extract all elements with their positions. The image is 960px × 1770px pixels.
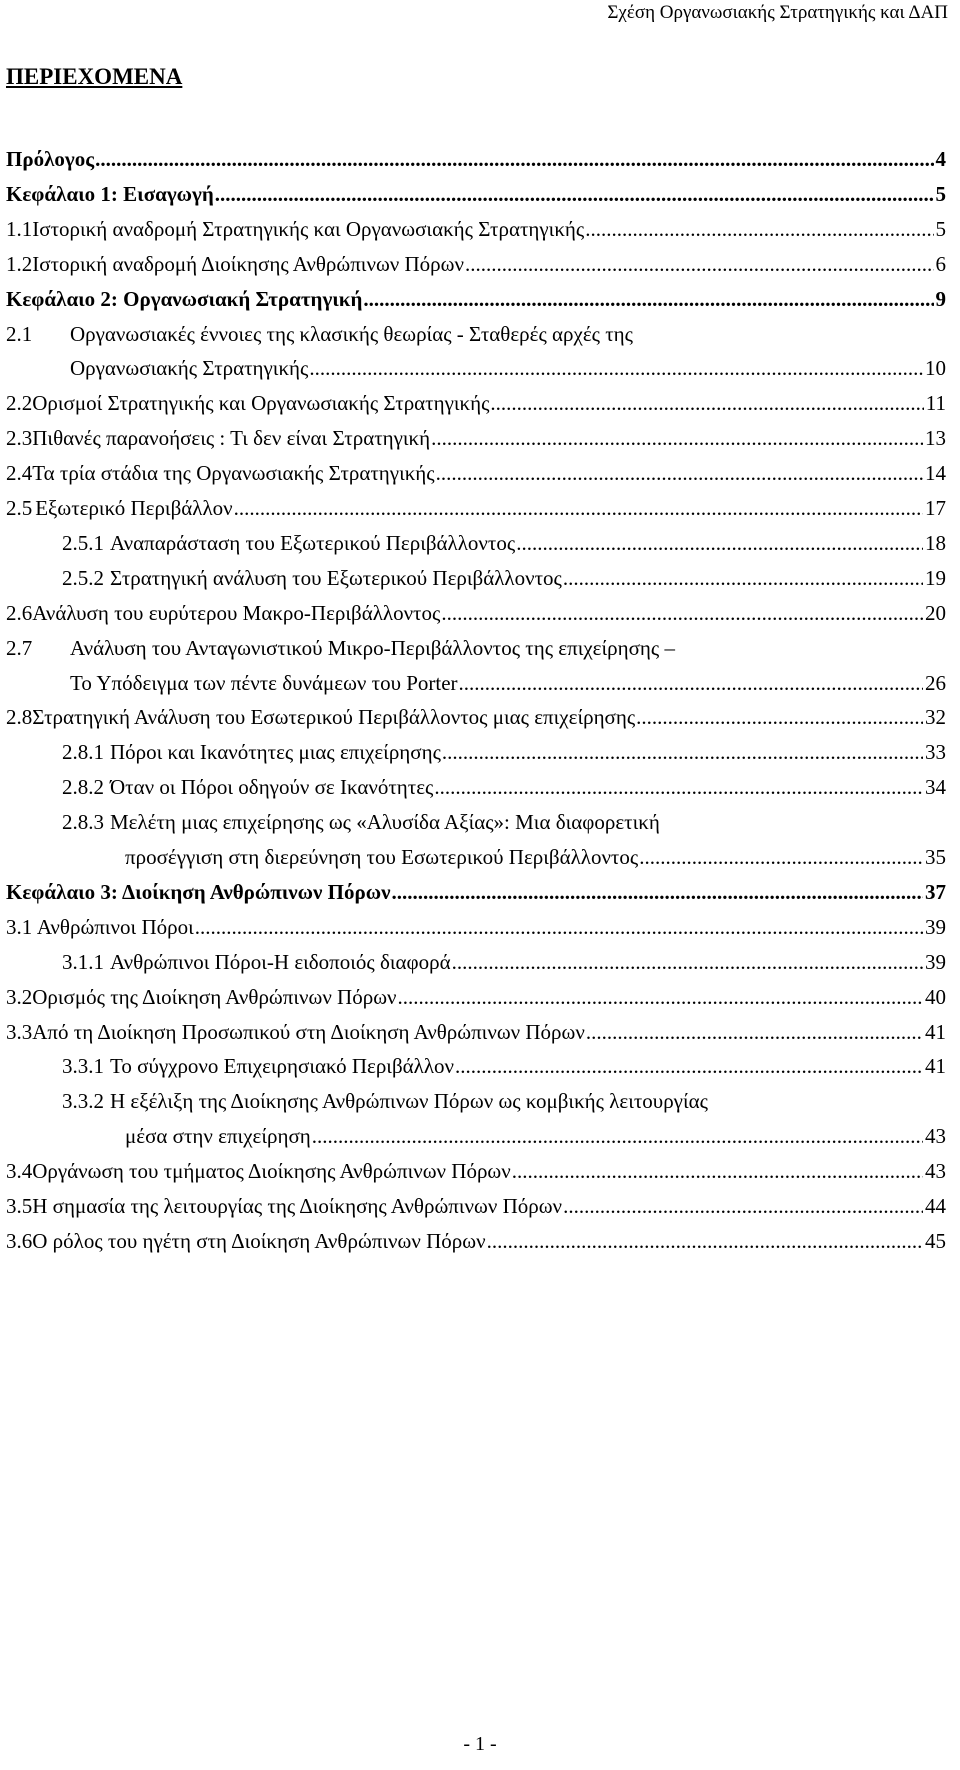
toc-page-number: 14 — [925, 461, 946, 485]
toc-entry-number: 2.8.3 — [62, 810, 104, 834]
toc-page-number: 41 — [925, 1020, 946, 1044]
toc-entry-number: 3.3.1 — [62, 1054, 104, 1078]
toc-entry-title: Πιθανές παρανοήσεις : Τι δεν είναι Στρατηγική — [32, 426, 431, 450]
toc-entry-number: 3.4 — [6, 1159, 33, 1183]
toc-dot-leader — [452, 945, 923, 979]
toc-dot-leader — [586, 1015, 923, 1049]
toc-entry-title: Τα τρία στάδια της Οργανωσιακής Στρατηγικής — [32, 461, 435, 485]
toc-entry-title: Αναπαράσταση του Εξωτερικού Περιβάλλοντος — [110, 531, 516, 555]
toc-entry-title: προσέγγιση στη διερεύνηση του Εσωτερικού Περιβάλλοντος — [125, 845, 639, 869]
toc-dot-leader — [459, 666, 923, 700]
toc-entry-title: Όταν οι Πόροι οδηγούν σε Ικανότητες — [110, 775, 434, 799]
toc-dot-leader — [585, 212, 933, 246]
toc-page-number: 20 — [925, 601, 946, 625]
toc-entry-title: Ανάλυση του ευρύτερου Μακρο-Περιβάλλοντος — [32, 601, 441, 625]
toc-page-number: 9 — [935, 287, 946, 311]
toc-dot-leader — [639, 840, 923, 874]
toc-dot-leader — [441, 596, 923, 630]
toc-entry-title: Οργανωσιακές έννοιες της κλασικής θεωρίας - Σταθερές αρχές της — [70, 322, 633, 346]
toc-entry-title: Το σύγχρονο Επιχειρησιακό Περιβάλλον — [110, 1054, 455, 1078]
toc-page-number: 4 — [935, 147, 946, 171]
toc-dot-leader — [442, 735, 923, 769]
toc-entry-title: Πόροι και Ικανότητες μιας επιχείρησης — [110, 740, 441, 764]
toc-entry-title: Ανθρώπινοι Πόροι-Η ειδοποιός διαφορά — [110, 950, 451, 974]
toc-entry-number: 2.5.1 — [62, 531, 104, 555]
toc-page-number: 37 — [925, 880, 946, 904]
toc-entry-number: 2.2 — [6, 391, 33, 415]
toc-page-number: 43 — [925, 1124, 946, 1148]
toc-entry-number: 3.1 — [6, 915, 33, 939]
toc-dot-leader — [431, 421, 923, 455]
toc-entry-title: Ιστορική αναδρομή Στρατηγικής και Οργανωσιακής Στρατηγικής — [32, 217, 585, 241]
toc-dot-leader — [563, 561, 923, 595]
toc-title: ΠΕΡΙΕΧΟΜΕΝΑ — [6, 64, 183, 89]
toc-entry-title: Οργανωσιακής Στρατηγικής — [70, 356, 309, 380]
toc-entry-number: 1.1 — [6, 217, 33, 241]
toc-entry-number: 2.8 — [6, 705, 33, 729]
toc-entry-title: Από τη Διοίκηση Προσωπικού στη Διοίκηση Ανθρώπινων Πόρων — [32, 1020, 585, 1044]
toc-entry-title: Κεφάλαιο 2: Οργανωσιακή Στρατηγική — [6, 287, 363, 311]
running-header: Σχέση Οργανωσιακής Στρατηγικής και ΔΑΠ — [607, 2, 948, 23]
toc-entry-title: Ο ρόλος του ηγέτη στη Διοίκηση Ανθρώπινων Πόρων — [32, 1229, 486, 1253]
toc-entry-title: Πρόλογος — [6, 147, 95, 171]
toc-entry-title: Στρατηγική ανάλυση του Εξωτερικού Περιβάλλοντος — [110, 566, 562, 590]
toc-entry-title: Οργάνωση του τμήματος Διοίκησης Ανθρώπινων Πόρων — [32, 1159, 511, 1183]
toc-dot-leader — [563, 1189, 923, 1223]
toc-page-number: 19 — [925, 566, 946, 590]
toc-dot-leader — [487, 1224, 923, 1258]
toc-dot-leader — [490, 386, 923, 420]
toc-dot-leader — [363, 282, 933, 316]
toc-entry-number: 3.2 — [6, 985, 33, 1009]
toc-page-number: 40 — [925, 985, 946, 1009]
toc-entry-number: 3.3 — [6, 1020, 33, 1044]
toc-entry-title: Ορισμοί Στρατηγικής και Οργανωσιακής Στρατηγικής — [32, 391, 490, 415]
toc-entry-title: Η σημασία της λειτουργίας της Διοίκησης Ανθρώπινων Πόρων — [32, 1194, 563, 1218]
toc-dot-leader — [455, 1049, 923, 1083]
toc-entry-title: Στρατηγική Ανάλυση του Εσωτερικού Περιβάλλοντος μιας επιχείρησης — [32, 705, 636, 729]
toc-entry-number: 2.1 — [6, 322, 33, 346]
toc-entry-title: Κεφάλαιο 1: Εισαγωγή — [6, 182, 214, 206]
toc-dot-leader — [215, 177, 934, 211]
toc-dot-leader — [309, 351, 923, 385]
toc-entry-number: 2.5.2 — [62, 566, 104, 590]
toc-page-number: 45 — [925, 1229, 946, 1253]
toc-dot-leader — [312, 1119, 923, 1153]
toc-dot-leader — [95, 142, 933, 176]
toc-entry-number: 2.8.1 — [62, 740, 104, 764]
toc-entry-title: Ανθρώπινοι Πόροι — [36, 915, 194, 939]
toc-entry-number: 2.5 — [6, 496, 33, 520]
page-number: - 1 - — [463, 1733, 497, 1755]
toc-dot-leader — [512, 1154, 923, 1188]
toc-page-number: 17 — [925, 496, 946, 520]
toc-page-number: 33 — [925, 740, 946, 764]
toc-entry-title: μέσα στην επιχείρηση — [125, 1124, 311, 1148]
toc-page-number: 35 — [925, 845, 946, 869]
toc-page-number: 11 — [925, 391, 946, 415]
toc-page-number: 41 — [925, 1054, 946, 1078]
toc-dot-leader — [234, 491, 923, 525]
toc-dot-leader — [436, 456, 923, 490]
toc-dot-leader — [195, 910, 923, 944]
toc-entry-title: Ιστορική αναδρομή Διοίκησης Ανθρώπινων Πόρων — [32, 252, 464, 276]
toc-entry-number: 3.3.2 — [62, 1089, 104, 1113]
toc-entry-number: 2.8.2 — [62, 775, 104, 799]
toc-entry-title: Εξωτερικό Περιβάλλον — [35, 496, 233, 520]
toc-page-number: 34 — [925, 775, 946, 799]
toc-page-number: 32 — [925, 705, 946, 729]
toc-entry-title: Η εξέλιξη της Διοίκησης Ανθρώπινων Πόρων ως κομβικής λειτουργίας — [110, 1089, 708, 1113]
toc-dot-leader — [516, 526, 923, 560]
toc-entry-title: Μελέτη μιας επιχείρησης ως «Αλυσίδα Αξίας»: Μια διαφορετική — [110, 810, 660, 834]
toc-entry-number: 2.7 — [6, 636, 33, 660]
toc-page-number: 44 — [925, 1194, 946, 1218]
toc-entry-number: 2.6 — [6, 601, 33, 625]
toc-entry-number: 1.2 — [6, 252, 33, 276]
toc-dot-leader — [434, 770, 923, 804]
toc-entry-number: 2.3 — [6, 426, 33, 450]
toc-dot-leader — [391, 875, 923, 909]
toc-page-number: 43 — [925, 1159, 946, 1183]
toc-entry-title: Ανάλυση του Ανταγωνιστικού Μικρο-Περιβάλλοντος της επιχείρησης – — [70, 636, 675, 660]
toc-page-number: 39 — [925, 950, 946, 974]
toc-entry-title: Κεφάλαιο 3: Διοίκηση Ανθρώπινων Πόρων — [6, 880, 391, 904]
toc-dot-leader — [636, 700, 923, 734]
toc-page-number: 5 — [935, 182, 946, 206]
toc-dot-leader — [465, 247, 934, 281]
toc-page-number: 10 — [925, 356, 946, 380]
toc-entry-title: Το Υπόδειγμα των πέντε δυνάμεων του Porter — [70, 671, 458, 695]
toc-page-number: 39 — [925, 915, 946, 939]
toc-dot-leader — [398, 980, 923, 1014]
toc-page-number: 26 — [925, 671, 946, 695]
toc-entry-number: 2.4 — [6, 461, 33, 485]
toc-entry-number: 3.5 — [6, 1194, 33, 1218]
toc-page-number: 18 — [925, 531, 946, 555]
toc-entry-number: 3.1.1 — [62, 950, 104, 974]
toc-page-number: 6 — [935, 252, 946, 276]
toc-entry-title: Ορισμός της Διοίκηση Ανθρώπινων Πόρων — [32, 985, 397, 1009]
toc-entry-number: 3.6 — [6, 1229, 33, 1253]
toc-page-number: 13 — [925, 426, 946, 450]
toc-page-number: 5 — [935, 217, 946, 241]
